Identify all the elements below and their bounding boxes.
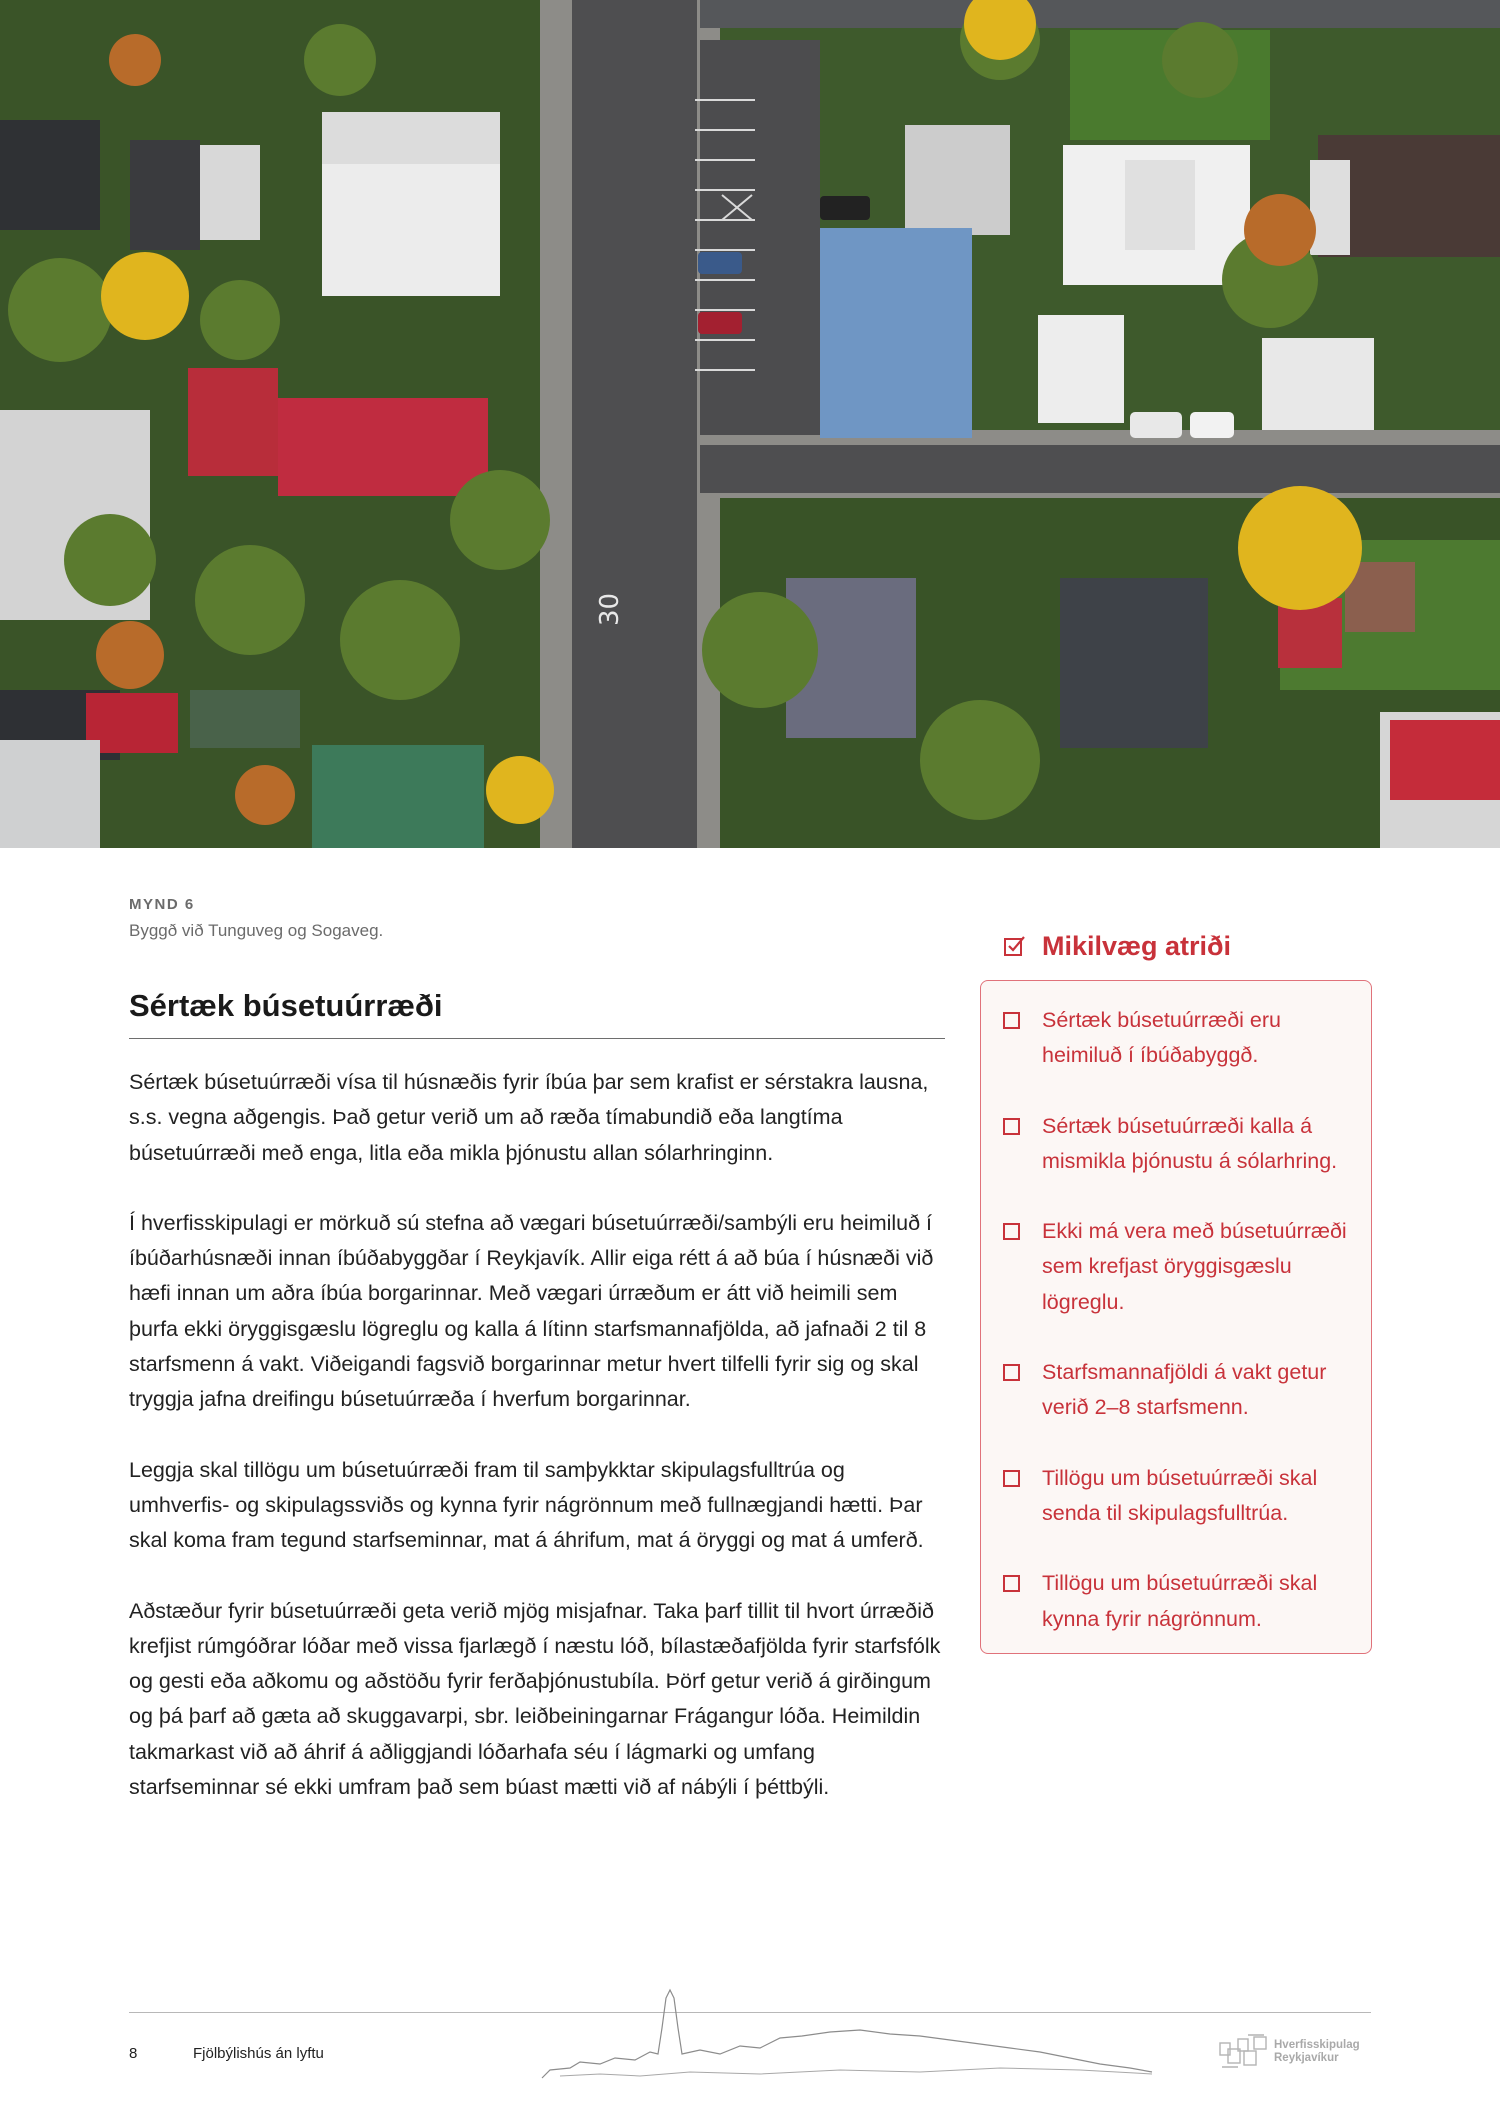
checkbox-icon: [1003, 1364, 1020, 1381]
section-body: [129, 1065, 945, 1805]
checkbox-icon: [1003, 1575, 1020, 1592]
key-point-item: [1003, 1461, 1347, 1532]
key-point-text: Sértæk búsetuúrræði eru heimiluð í íbúðabyggð.: [1042, 1008, 1281, 1068]
body-paragraph: Í hverfisskipulagi er mörkuð sú stefna að vægari búsetuúrræði/sambýli eru heimiluð í íbúðarhúsnæði innan íbúðabyggðar í Reykjavík. Allir eiga rétt á að búa í húsnæði við hæfi innan um aðra íbúa borgarinnar. Með vægari úrræðum er átt við heimili sem þurfa ekki öryggisgæslu lögreglu og kalla á lítinn starfsmannafjölda, að jafnaði 2 til 8 starfsmenn á vakt. Viðeigandi fagsvið borgarinnar metur hvert tilfelli fyrir sig og skal tryggja jafna dreifingu búsetuúrræða í hverfum borgarinnar.: [129, 1210, 934, 1412]
body-paragraph: Sértæk búsetuúrræði vísa til húsnæðis fyrir íbúa þar sem krafist er sérstakra lausna, s.s. vegna aðgengis. Það getur verið um að ræða tímabundið eða langtíma búsetuúrræði með enga, litla eða mikla þjónustu allan sólarhringinn.: [129, 1070, 929, 1165]
logo-wordmark: [1274, 2039, 1360, 2065]
key-point-item: [1003, 1109, 1347, 1180]
figure-caption: [129, 896, 829, 941]
key-point-item: [1003, 1355, 1347, 1426]
key-point-text: Ekki má vera með búsetuúrræði sem krefjast öryggisgæslu lögreglu.: [1042, 1219, 1347, 1314]
hverfisskipulag-logo: [1218, 2032, 1372, 2072]
logo-mark-icon: [1218, 2033, 1270, 2071]
logo-line-1: Hverfisskipulag: [1274, 2039, 1360, 2051]
logo-line-2: Reykjavíkur: [1274, 2052, 1339, 2064]
road-speed-marking: 30: [595, 592, 625, 626]
key-points-title: Mikilvæg atriði: [1042, 930, 1232, 961]
body-paragraph: Aðstæður fyrir búsetuúrræði geta verið mjög misjafnar. Taka þarf tillit til hvort úrræðið krefjist rúmgóðrar lóðar með vissa fjarlægð í næstu lóð, bílastæðafjölda fyrir starfsfólk og gesti eða aðkomu og aðstöðu fyrir ferðaþjónustubíla. Þörf getur verið á girðingum og þá þarf að gæta að skuggavarpi, sbr. leiðbeiningarnar Frágangur lóða. Heimildin takmarkast við að áhrif á aðliggjandi lóðarhafa séu í lágmarki og umfang starfseminnar sé ekki umfram það sem búast mætti við af nábýli í þéttbýli.: [129, 1598, 941, 1800]
key-point-item: [1003, 1003, 1347, 1074]
checkbox-icon: [1003, 1223, 1020, 1240]
main-content: [129, 988, 945, 1840]
city-skyline-icon: [540, 1988, 1160, 2080]
checkbox-icon: [1003, 1012, 1020, 1029]
figure-label: MYND 6: [129, 896, 195, 913]
key-point-item: [1003, 1214, 1347, 1320]
key-point-text: Sértæk búsetuúrræði kalla á mismikla þjónustu á sólarhring.: [1042, 1113, 1338, 1173]
key-point-item: [1003, 1566, 1347, 1637]
checkbox-icon: [1003, 1118, 1020, 1135]
key-point-text: Tillögu um búsetuúrræði skal senda til skipulagsfulltrúa.: [1042, 1465, 1318, 1525]
aerial-illustration: [0, 0, 1500, 848]
checkbox-checked-icon: [1004, 935, 1026, 957]
key-points-sidebar: [980, 922, 1372, 1654]
key-points-header: [980, 922, 1372, 970]
aerial-photo: [0, 0, 1500, 848]
body-paragraph: Leggja skal tillögu um búsetuúrræði fram til samþykktar skipulagsfulltrúa og umhverfis- og skipulagssviðs og kynna fyrir nágrönnum með fullnægjandi hætti. Þar skal koma fram tegund starfseminnar, mat á áhrifum, mat á öryggi og mat á umferð.: [129, 1457, 924, 1553]
page-number: 8: [129, 2045, 138, 2062]
key-points-box: [980, 980, 1372, 1654]
key-point-text: Tillögu um búsetuúrræði skal kynna fyrir nágrönnum.: [1042, 1571, 1318, 1631]
figure-caption-text: Byggð við Tunguveg og Sogaveg.: [129, 921, 384, 940]
publication-title: Fjölbýlishús án lyftu: [193, 2045, 324, 2062]
page-footer: [0, 1978, 1500, 2088]
key-point-text: Starfsmannafjöldi á vakt getur verið 2–8 starfsmenn.: [1042, 1360, 1327, 1420]
checkbox-icon: [1003, 1470, 1020, 1487]
section-title: Sértæk búsetuúrræði: [129, 988, 945, 1039]
